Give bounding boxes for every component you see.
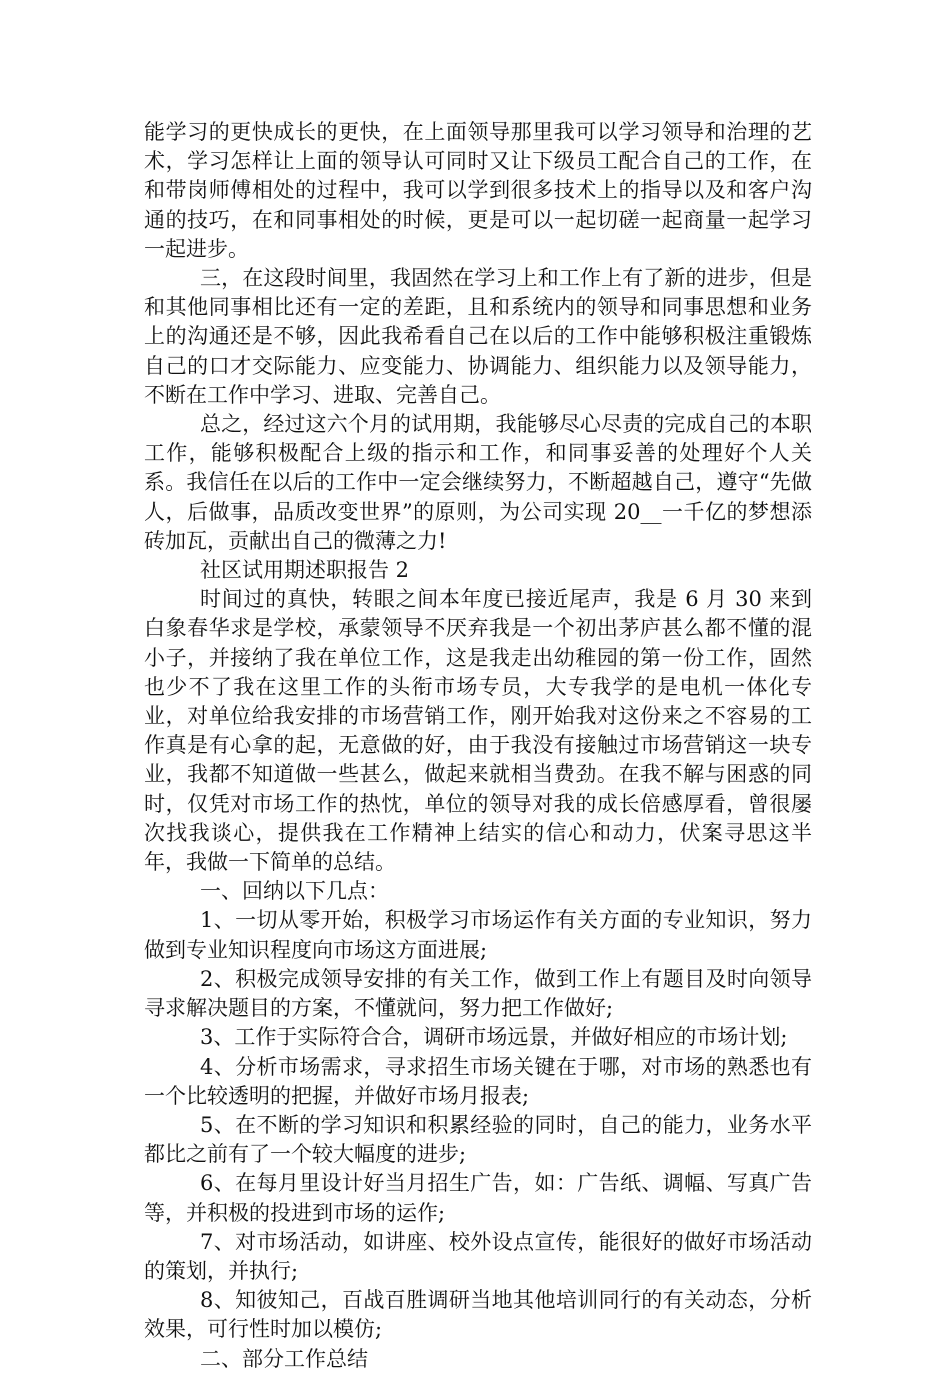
paragraph-summary: 总之，经过这六个月的试用期，我能够尽心尽责的完成自己的本职工作，能够积极配合上级的指示和工作，和同事妥善的处理好个人关系。我信任在以后的工作中一定会继续努力，不断超越自己，遵守“先做人，后做事，品质改变世界”的原则，为公司实现 20__一千亿的梦想添砖加瓦，贡献出自己的微薄之力! bbox=[144, 412, 812, 553]
paragraph-intro: 时间过的真快，转眼之间本年度已接近尾声，我是 6 月 30 来到白象春华求是学校，承蒙领导不厌弃我是一个初出茅庐甚么都不懂的混小子，并接纳了我在单位工作，这是我走出幼稚园的第一份工作，固然也少不了我在这里工作的头衔市场专员，大专我学的是电机一体化专业，对单位给我安排的市场营销工作，刚开始我对这份来之不容易的工作真是有心拿的起，无意做的好，由于我没有接触过市场营销这一块专业，我都不知道做一些甚么，做起来就相当费劲。在我不解与困惑的同时，仅凭对市场工作的热忱，单位的领导对我的成长倍感厚看，曾很屡次找我谈心，提供我在工作精神上结实的信心和动力，伏案寻思这半年，我做一下简单的总结。 bbox=[144, 587, 812, 875]
list-item-1: 1、一切从零开始，积极学习市场运作有关方面的专业知识，努力做到专业知识程度向市场这方面进展; bbox=[144, 908, 812, 962]
section-heading-two: 二、部分工作总结 bbox=[200, 1346, 368, 1371]
list-item-4: 4、分析市场需求，寻求招生市场关键在于哪，对市场的熟悉也有一个比较透明的把握，并做好市场月报表; bbox=[144, 1054, 812, 1108]
list-item-3: 3、工作于实际符合合，调研市场远景，并做好相应的市场计划; bbox=[200, 1025, 788, 1050]
list-item-2: 2、积极完成领导安排的有关工作，做到工作上有题目及时向领导寻求解决题目的方案，不懂就问，努力把工作做好; bbox=[144, 966, 812, 1021]
list-item-5: 5、在不断的学习知识和积累经验的同时，自己的能力，业务水平都比之前有了一个较大幅度的进步; bbox=[144, 1112, 812, 1167]
section-heading-one: 一、回纳以下几点： bbox=[200, 879, 389, 904]
paragraph-section-three: 三，在这段时间里，我固然在学习上和工作上有了新的进步，但是和其他同事相比还有一定的差距，且和系统内的领导和同事思想和业务上的沟通还是不够，因此我希看自己在以后的工作中能够积极注重锻炼自己的口才交际能力、应变能力、协调能力、组织能力以及领导能力，不断在工作中学习、进取、完善自己。 bbox=[144, 266, 812, 407]
list-item-7: 7、对市场活动，如讲座、校外设点宣传，能很好的做好市场活动的策划，并执行; bbox=[144, 1229, 812, 1283]
paragraph-continuation: 能学习的更快成长的更快，在上面领导那里我可以学习领导和治理的艺术，学习怎样让上面的领导认可同时又让下级员工配合自己的工作，在和带岗师傅相处的过程中，我可以学到很多技术上的指导以及和客户沟通的技巧，在和同事相处的时候，更是可以一起切磋一起商量一起学习一起进步。 bbox=[144, 120, 812, 261]
list-item-6: 6、在每月里设计好当月招生广告，如：广告纸、调幅、写真广告等，并积极的投进到市场的运作; bbox=[144, 1171, 812, 1225]
report-heading: 社区试用期述职报告 2 bbox=[200, 558, 410, 583]
list-item-8: 8、知彼知己，百战百胜调研当地其他培训同行的有关动态，分析效果，可行性时加以模仿; bbox=[144, 1288, 812, 1342]
document-body bbox=[144, 118, 812, 1374]
